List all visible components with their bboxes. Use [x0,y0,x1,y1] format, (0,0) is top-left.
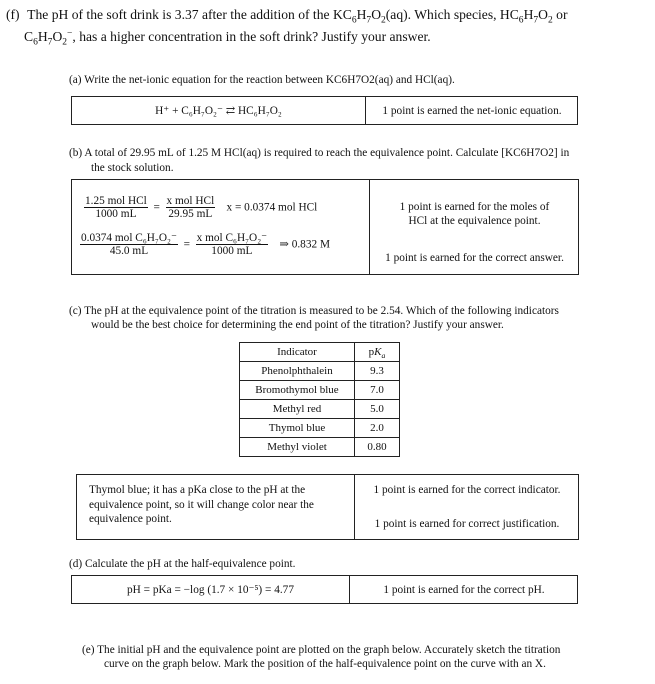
indicator-cell: Methyl red [240,400,355,419]
pka-cell: 0.80 [355,438,400,457]
part-c-answer [89,483,314,527]
indicator-cell: Thymol blue [240,419,355,438]
pka-cell: 9.3 [355,362,400,381]
part-b-calc1: $\frac{\text{1.25 mol HCl}}{1000 mL}$ = $\frac{\text{x mol HCl}}{29.95 mL}$ x = 0.0374 mol HCl [85,195,318,220]
table-header-row [240,343,400,362]
part-d-scoring: 1 point is earned for the correct pH. [383,584,545,596]
question-f-line2: $C_6H_7O_2^-$, has a higher concentration in the soft drink? Justify your answer. [24,28,431,48]
part-a-equation: H⁺ + C₆H₇O₂⁻ ⇄ HC₆H₇O₂ [155,105,282,117]
calc2-result: ⇒ 0.832 M [279,238,330,251]
part-c-prompt-line1: (c) The pH at the equivalence point of the titration is measured to be 2.54. Which of the following indicators [69,305,559,317]
part-a-scoring: 1 point is earned the net-ionic equation. [382,105,562,117]
part-c-answer-line3: equivalence point. [89,513,172,525]
part-c-prompt-line2: would be the best choice for determining the end point of the titration? Justify your answer. [91,319,504,331]
indicator-cell: Phenolphthalein [240,362,355,381]
pka-cell: 7.0 [355,381,400,400]
header-pka: $pK_a$ [355,343,400,362]
question-f-text1: The pH of the soft drink is 3.37 after the addition of the KC [27,7,352,22]
part-b-scoring1-line1: 1 point is earned for the moles of [399,201,550,213]
part-c-scoring1: 1 point is earned for the correct indicator. [373,484,561,496]
pka-cell: 5.0 [355,400,400,419]
part-d-prompt: (d) Calculate the pH at the half-equivalence point. [69,558,296,570]
pka-cell: 2.0 [355,419,400,438]
part-e-prompt-line2: curve on the graph below. Mark the position of the half-equivalence point on the curve with an X. [104,658,546,670]
calc2-den2: 1000 mL [211,245,253,257]
calc1-den: 1000 mL [95,208,137,220]
part-d-answer-box [71,575,578,604]
part-d-equation: pH = pKa = −log (1.7 × 10⁻⁵) = 4.77 [127,584,294,596]
indicator-cell: Methyl violet [240,438,355,457]
part-b-prompt-line1: (b) A total of 29.95 mL of 1.25 M HCl(aq) is required to reach the equivalence point. Calculate [KC6H7O2] in [69,147,570,159]
question-f-text1c: or [556,7,568,22]
calc1-num: 1.25 mol HCl [85,195,147,207]
part-c-answer-line2: equivalence point, so it will change color near the [89,498,314,511]
calc1-num2: x mol HCl [166,195,215,207]
question-f [6,4,646,48]
part-a-prompt: (a) Write the net-ionic equation for the reaction between KC6H7O2(aq) and HCl(aq). [69,74,455,86]
table-row [240,400,400,419]
question-f-line1: (f) The pH of the soft drink is 3.37 after the addition of the $KC_6H_7O_2(aq)$. Which species, $HC_6H_7O_2$ or [6,4,646,26]
calc2-num: 0.0374 mol C₆H₇O₂⁻ [81,232,177,244]
calc2-num2: x mol C₆H₇O₂⁻ [196,232,268,244]
question-f-label: (f) [6,7,20,22]
table-row [240,419,400,438]
calc1-den2: 29.95 mL [168,208,213,220]
part-b-answer-box [71,179,579,275]
indicator-cell: Bromothymol blue [240,381,355,400]
table-row [240,362,400,381]
header-indicator: Indicator [240,343,355,362]
calc2-den: 45.0 mL [109,245,149,257]
part-b-prompt-line2: the stock solution. [91,162,174,174]
indicator-table [239,342,400,457]
part-c-scoring2: 1 point is earned for correct justification. [374,518,560,530]
question-f-text1b: (aq). Which species, HC [385,7,519,22]
part-c-answer-line1: Thymol blue; it has a pKa close to the pH at the [89,484,306,496]
part-b-scoring1-line2: HCl at the equivalence point. [408,215,541,227]
part-a-answer-box [71,96,578,125]
table-row [240,438,400,457]
table-row [240,381,400,400]
part-b-calc2: $\frac{\text{0.0374 mol C₆H₇O₂⁻}}{45.0 mL}$ = $\frac{\text{x mol C₆H₇O₂⁻}}{1000 mL}$ ⇒ 0.832 M [81,232,330,257]
part-e-prompt-line1: (e) The initial pH and the equivalence point are plotted on the graph below. Accurately sketch the titration [82,644,561,656]
calc1-result: x = 0.0374 mol HCl [226,201,318,214]
part-b-scoring1 [370,200,579,228]
part-b-scoring2: 1 point is earned for the correct answer. [385,252,564,264]
part-c-answer-box [76,474,579,540]
question-f-text2: , has a higher concentration in the soft drink? Justify your answer. [72,29,431,44]
